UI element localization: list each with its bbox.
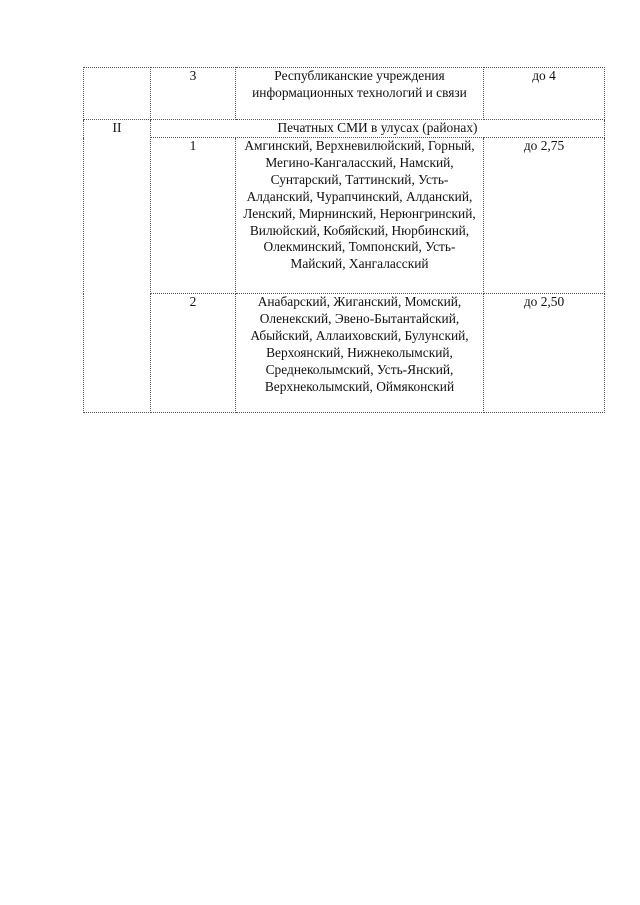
- table-row: [84, 120, 605, 138]
- number-cell: 1: [151, 138, 236, 294]
- value-cell: до 2,50: [484, 294, 605, 413]
- group-cell: [84, 68, 151, 120]
- coefficients-table: [83, 67, 605, 413]
- section-group-cell: II: [84, 120, 151, 413]
- organization-cell: Республиканские учреждения информационных технологий и связи: [236, 68, 484, 120]
- table-row: [84, 138, 605, 294]
- number-cell: 2: [151, 294, 236, 413]
- number-cell: 3: [151, 68, 236, 120]
- section-header-cell: Печатных СМИ в улусах (районах): [151, 120, 605, 138]
- value-cell: до 4: [484, 68, 605, 120]
- districts-cell: Анабарский, Жиганский, Момский, Оленекский, Эвено-Бытантайский, Абыйский, Аллаиховский, Булунский, Верхоянский, Нижнеколымский, Среднеколымский, Усть-Янский, Верхнеколымский, Оймяконский: [236, 294, 484, 413]
- table-row: [84, 294, 605, 413]
- table-row: [84, 68, 605, 120]
- value-cell: до 2,75: [484, 138, 605, 294]
- districts-cell: Амгинский, Верхневилюйский, Горный, Мегино-Кангаласский, Намский, Сунтарский, Таттинский, Усть-Алданский, Чурапчинский, Алданский, Ленский, Мирнинский, Нерюнгринский, Вилюйский, Кобяйский, Нюрбинский, Олекминский, Томпонский, Усть-Майский, Хангаласский: [236, 138, 484, 294]
